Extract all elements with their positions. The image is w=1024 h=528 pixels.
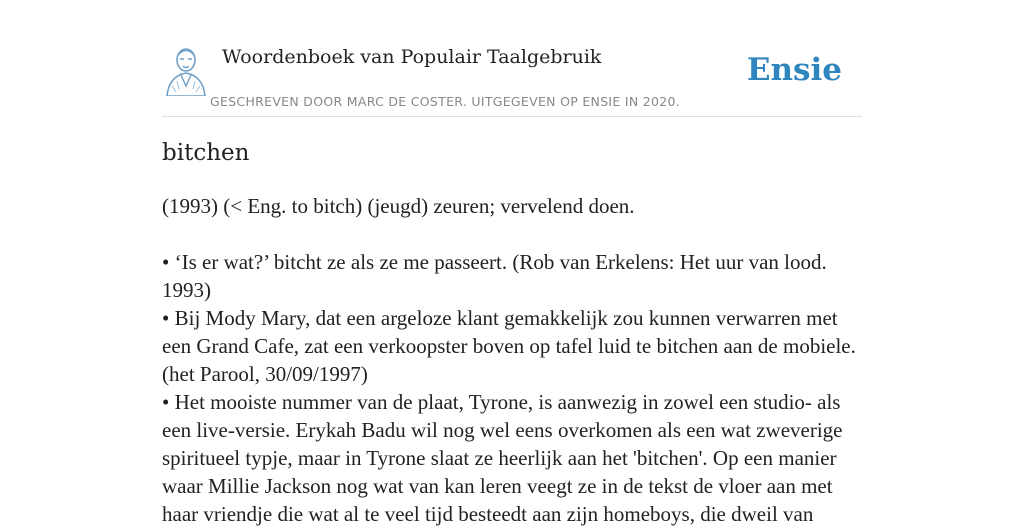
site-header xyxy=(162,40,862,117)
entry-headword: bitchen xyxy=(162,140,250,166)
example-citation: • Bij Mody Mary, dat een argeloze klant gemakkelijk zou kunnen verwarren met een Grand Cafe, zat een verkoopster boven op tafel luid te bitchen aan de mobiele. (het Parool, 30/09/1997) xyxy=(162,306,856,386)
ensie-logo-link[interactable]: Ensie xyxy=(746,52,842,88)
entry-definition: (1993) (< Eng. to bitch) (jeugd) zeuren; vervelend doen. xyxy=(162,194,635,218)
book-title[interactable]: Woordenboek van Populair Taalgebruik xyxy=(222,46,602,68)
example-citation: • Het mooiste nummer van de plaat, Tyrone, is aanwezig in zowel een studio- als een live-versie. Erykah Badu wil nog wel eens overkomen als een wat zweverige spiritueel typje, maar in Tyrone slaat ze heerlijk aan het 'bitchen'. Op een manier waar Millie Jackson nog wat van kan leren veegt ze in de tekst de vloer aan met haar vriendje die wat al te veel tijd besteedt aan zijn homeboys, die dweil van xyxy=(162,390,843,526)
entry-body xyxy=(162,192,866,528)
author-byline: GESCHREVEN DOOR MARC DE COSTER. UITGEGEVEN OP ENSIE IN 2020. xyxy=(210,94,681,109)
example-citation: • ‘Is er wat?’ bitcht ze als ze me passeert. (Rob van Erkelens: Het uur van lood. 1993) xyxy=(162,250,827,302)
author-portrait-icon xyxy=(164,46,208,96)
